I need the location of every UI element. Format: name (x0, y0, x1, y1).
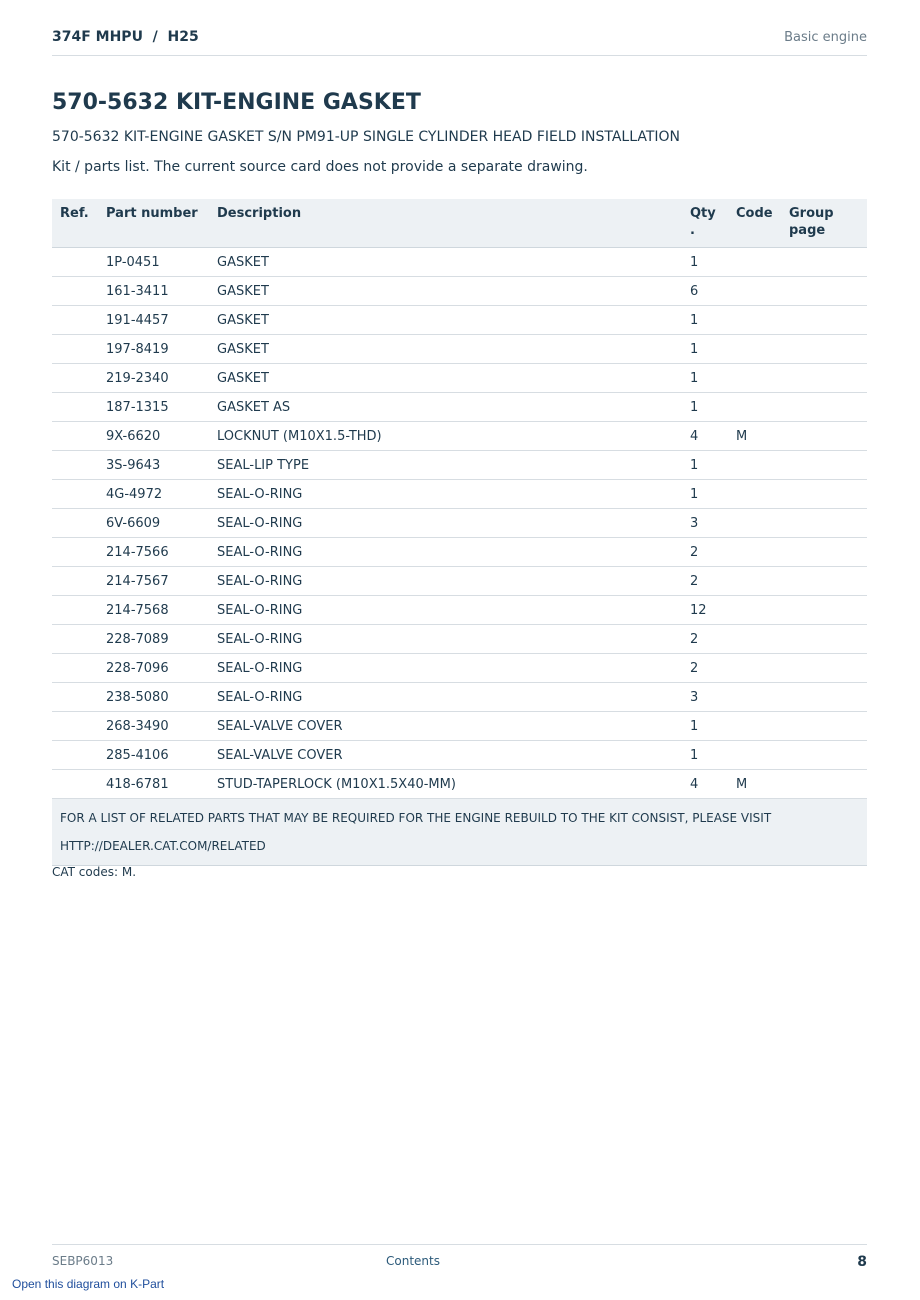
table-row (52, 306, 867, 335)
row-code (728, 480, 781, 509)
row-qty: 2 (682, 538, 728, 567)
row-code (728, 741, 781, 770)
row-part-number: 214-7567 (98, 567, 209, 596)
col-header-code: Code (728, 199, 781, 248)
open-kpart-link[interactable]: Open this diagram on K-Part (12, 1277, 165, 1291)
row-qty: 2 (682, 625, 728, 654)
table-row (52, 364, 867, 393)
row-qty: 1 (682, 335, 728, 364)
table-row (52, 277, 867, 306)
row-ref (52, 306, 98, 335)
row-qty: 2 (682, 654, 728, 683)
row-code (728, 712, 781, 741)
row-ref (52, 712, 98, 741)
col-header-description: Description (209, 199, 682, 248)
row-qty: 6 (682, 277, 728, 306)
row-description: GASKET (209, 364, 682, 393)
row-description: SEAL-O-RING (209, 509, 682, 538)
row-ref (52, 451, 98, 480)
row-ref (52, 422, 98, 451)
source-note: Kit / parts list. The current source card does not provide a separate drawing. (52, 159, 588, 175)
kit-subtitle: 570-5632 KIT-ENGINE GASKET S/N PM91-UP SINGLE CYLINDER HEAD FIELD INSTALLATION (52, 129, 681, 145)
row-description: GASKET (209, 335, 682, 364)
row-ref (52, 741, 98, 770)
row-code: M (728, 770, 781, 799)
row-qty: 1 (682, 741, 728, 770)
parts-table (52, 199, 867, 866)
row-code (728, 683, 781, 712)
row-description: SEAL-O-RING (209, 596, 682, 625)
table-row (52, 770, 867, 799)
row-code (728, 451, 781, 480)
row-part-number: 268-3490 (98, 712, 209, 741)
row-ref (52, 596, 98, 625)
row-code (728, 567, 781, 596)
row-description: LOCKNUT (M10X1.5-THD) (209, 422, 682, 451)
row-part-number: 214-7566 (98, 538, 209, 567)
row-part-number: 238-5080 (98, 683, 209, 712)
row-code: M (728, 422, 781, 451)
row-group-page (781, 538, 867, 567)
row-group-page (781, 625, 867, 654)
row-group-page (781, 741, 867, 770)
col-header-qty (682, 199, 728, 248)
related-parts-note-line1: FOR A LIST OF RELATED PARTS THAT MAY BE REQUIRED FOR THE ENGINE REBUILD TO THE KIT CONSIST, PLEASE VISIT (60, 811, 772, 825)
table-row (52, 654, 867, 683)
row-part-number: 161-3411 (98, 277, 209, 306)
row-qty: 1 (682, 306, 728, 335)
row-code (728, 538, 781, 567)
row-description: GASKET (209, 248, 682, 277)
col-header-qty-line2: . (690, 223, 695, 238)
section-name: Basic engine (784, 30, 867, 45)
col-header-group-line2: page (789, 223, 826, 238)
row-ref (52, 480, 98, 509)
row-group-page (781, 306, 867, 335)
row-group-page (781, 480, 867, 509)
row-description: SEAL-O-RING (209, 480, 682, 509)
row-qty: 4 (682, 422, 728, 451)
row-part-number: 191-4457 (98, 306, 209, 335)
row-ref (52, 364, 98, 393)
table-row (52, 683, 867, 712)
table-row (52, 248, 867, 277)
row-qty: 1 (682, 451, 728, 480)
row-code (728, 277, 781, 306)
row-part-number: 285-4106 (98, 741, 209, 770)
row-qty: 1 (682, 480, 728, 509)
row-ref (52, 248, 98, 277)
row-group-page (781, 654, 867, 683)
col-header-part-number: Part number (98, 199, 209, 248)
row-group-page (781, 364, 867, 393)
table-row (52, 393, 867, 422)
row-description: GASKET AS (209, 393, 682, 422)
row-group-page (781, 567, 867, 596)
document-page (52, 0, 867, 1300)
row-qty: 3 (682, 509, 728, 538)
row-part-number: 219-2340 (98, 364, 209, 393)
row-description: SEAL-O-RING (209, 567, 682, 596)
row-group-page (781, 509, 867, 538)
row-group-page (781, 451, 867, 480)
machine-model: 374F MHPU / H25 (52, 29, 199, 45)
table-row (52, 596, 867, 625)
col-header-qty-line1: Qty (690, 206, 716, 221)
row-part-number: 187-1315 (98, 393, 209, 422)
row-ref (52, 625, 98, 654)
row-group-page (781, 335, 867, 364)
parts-table-body (52, 248, 867, 799)
row-part-number: 9X-6620 (98, 422, 209, 451)
table-header-row (52, 199, 867, 248)
page-header (52, 28, 867, 56)
row-code (728, 364, 781, 393)
table-row (52, 451, 867, 480)
table-row (52, 480, 867, 509)
row-qty: 4 (682, 770, 728, 799)
row-ref (52, 654, 98, 683)
row-ref (52, 567, 98, 596)
row-qty: 2 (682, 567, 728, 596)
row-code (728, 654, 781, 683)
row-ref (52, 277, 98, 306)
cat-codes: CAT codes: M. (52, 865, 137, 879)
row-description: SEAL-O-RING (209, 654, 682, 683)
related-parts-url: HTTP://DEALER.CAT.COM/RELATED (60, 839, 266, 853)
row-qty: 1 (682, 712, 728, 741)
row-ref (52, 509, 98, 538)
table-row (52, 509, 867, 538)
row-description: SEAL-LIP TYPE (209, 451, 682, 480)
row-group-page (781, 683, 867, 712)
page-number: 8 (857, 1254, 867, 1270)
table-row (52, 422, 867, 451)
row-description: SEAL-VALVE COVER (209, 712, 682, 741)
row-code (728, 335, 781, 364)
page-title: 570-5632 KIT-ENGINE GASKET (52, 90, 421, 115)
table-row (52, 625, 867, 654)
col-header-group-line1: Group (789, 206, 834, 221)
row-code (728, 248, 781, 277)
row-description: SEAL-O-RING (209, 683, 682, 712)
row-code (728, 596, 781, 625)
row-description: SEAL-O-RING (209, 538, 682, 567)
row-part-number: 418-6781 (98, 770, 209, 799)
row-ref (52, 538, 98, 567)
row-part-number: 228-7096 (98, 654, 209, 683)
row-group-page (781, 277, 867, 306)
row-description: GASKET (209, 277, 682, 306)
row-description: STUD-TAPERLOCK (M10X1.5X40-MM) (209, 770, 682, 799)
row-part-number: 228-7089 (98, 625, 209, 654)
row-ref (52, 683, 98, 712)
row-ref (52, 393, 98, 422)
row-code (728, 393, 781, 422)
document-id: SEBP6013 (52, 1254, 114, 1268)
row-qty: 1 (682, 364, 728, 393)
row-code (728, 625, 781, 654)
related-parts-note-row (52, 799, 867, 866)
row-group-page (781, 712, 867, 741)
col-header-group-page (781, 199, 867, 248)
row-part-number: 6V-6609 (98, 509, 209, 538)
related-parts-note (52, 799, 867, 866)
row-part-number: 214-7568 (98, 596, 209, 625)
row-ref (52, 335, 98, 364)
row-group-page (781, 596, 867, 625)
row-description: SEAL-VALVE COVER (209, 741, 682, 770)
row-ref (52, 770, 98, 799)
row-group-page (781, 770, 867, 799)
page-footer (52, 1244, 867, 1284)
col-header-ref: Ref. (52, 199, 98, 248)
table-row (52, 567, 867, 596)
table-row (52, 335, 867, 364)
row-part-number: 4G-4972 (98, 480, 209, 509)
table-row (52, 741, 867, 770)
table-row (52, 538, 867, 567)
row-qty: 1 (682, 248, 728, 277)
contents-link[interactable]: Contents (386, 1254, 440, 1268)
row-part-number: 197-8419 (98, 335, 209, 364)
row-group-page (781, 422, 867, 451)
row-description: GASKET (209, 306, 682, 335)
table-row (52, 712, 867, 741)
row-part-number: 1P-0451 (98, 248, 209, 277)
row-group-page (781, 248, 867, 277)
row-qty: 3 (682, 683, 728, 712)
row-group-page (781, 393, 867, 422)
row-description: SEAL-O-RING (209, 625, 682, 654)
row-code (728, 306, 781, 335)
row-part-number: 3S-9643 (98, 451, 209, 480)
row-code (728, 509, 781, 538)
row-qty: 12 (682, 596, 728, 625)
row-qty: 1 (682, 393, 728, 422)
